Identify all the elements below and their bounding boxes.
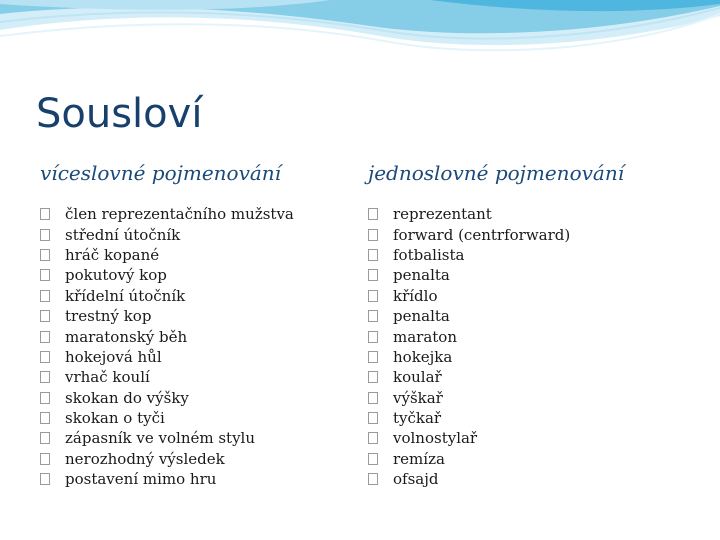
list-item	[40, 347, 294, 367]
list-item	[368, 265, 624, 285]
bullet-icon	[368, 412, 378, 424]
list-item-text: forward (centrforward)	[393, 225, 571, 244]
list-item	[368, 347, 624, 367]
bullet-icon	[40, 351, 50, 363]
list-item	[40, 408, 294, 428]
bullet-icon	[40, 208, 50, 220]
list-item-text: výškař	[393, 388, 443, 407]
list-item	[40, 245, 294, 265]
list-item-text: člen reprezentačního mužstva	[65, 205, 294, 224]
list-item	[368, 449, 624, 469]
list-item-text: maratonský běh	[65, 327, 188, 346]
list-item-text: hokejová hůl	[65, 347, 162, 366]
bullet-icon	[368, 371, 378, 383]
bullet-icon	[368, 351, 378, 363]
bullet-icon	[40, 432, 50, 444]
list-item	[368, 286, 624, 306]
list-item	[40, 388, 294, 408]
list-item-text: tyčkař	[393, 409, 442, 428]
list-item	[40, 286, 294, 306]
list-item	[40, 265, 294, 285]
bullet-icon	[40, 453, 50, 465]
bullet-icon	[40, 473, 50, 485]
list-item	[368, 306, 624, 326]
oneword-list	[368, 204, 624, 489]
slide-title: Sousloví	[36, 91, 203, 137]
list-item	[40, 306, 294, 326]
bullet-icon	[368, 249, 378, 261]
list-item	[40, 326, 294, 346]
bullet-icon	[40, 310, 50, 322]
bullet-icon	[368, 269, 378, 281]
bullet-icon	[40, 331, 50, 343]
bullet-icon	[368, 229, 378, 241]
list-item-text: trestný kop	[65, 307, 152, 326]
list-item	[368, 469, 624, 489]
decorative-wave-header	[0, 0, 720, 70]
list-item-text: remíza	[393, 449, 445, 468]
list-item-text: fotbalista	[393, 245, 465, 264]
list-item	[368, 388, 624, 408]
bullet-icon	[40, 249, 50, 261]
list-item-text: volnostylař	[393, 429, 478, 448]
list-item-text: penalta	[393, 307, 450, 326]
list-item	[368, 428, 624, 448]
oneword-heading: jednoslovné pojmenování	[368, 161, 625, 185]
list-item	[368, 224, 624, 244]
list-item-text: penalta	[393, 266, 450, 285]
list-item-text: skokan o tyči	[65, 409, 165, 428]
oneword-column	[368, 156, 624, 489]
list-item	[40, 428, 294, 448]
list-item	[368, 204, 624, 224]
bullet-icon	[368, 473, 378, 485]
list-item-text: hokejka	[393, 347, 453, 366]
list-item-text: postavení mimo hru	[65, 470, 217, 489]
bullet-icon	[40, 269, 50, 281]
list-item-text: hráč kopané	[65, 245, 160, 264]
list-item-text: skokan do výšky	[65, 388, 189, 407]
bullet-icon	[368, 432, 378, 444]
bullet-icon	[368, 310, 378, 322]
multiword-list	[40, 204, 294, 489]
bullet-icon	[40, 229, 50, 241]
list-item-text: křídlo	[393, 286, 438, 305]
list-item	[368, 367, 624, 387]
bullet-icon	[40, 371, 50, 383]
multiword-heading: víceslovné pojmenování	[40, 161, 282, 185]
list-item	[368, 408, 624, 428]
list-item-text: ofsajd	[393, 470, 439, 489]
list-item	[40, 204, 294, 224]
bullet-icon	[40, 392, 50, 404]
list-item	[368, 245, 624, 265]
bullet-icon	[40, 412, 50, 424]
list-item-text: střední útočník	[65, 225, 181, 244]
list-item-text: koulař	[393, 368, 442, 387]
multiword-column	[40, 156, 294, 489]
list-item	[40, 367, 294, 387]
list-item-text: pokutový kop	[65, 266, 167, 285]
list-item-text: křídelní útočník	[65, 286, 186, 305]
list-item-text: nerozhodný výsledek	[65, 449, 225, 468]
list-item-text: zápasník ve volném stylu	[65, 429, 256, 448]
bullet-icon	[368, 453, 378, 465]
bullet-icon	[368, 208, 378, 220]
list-item-text: reprezentant	[393, 205, 492, 224]
bullet-icon	[368, 392, 378, 404]
list-item	[40, 224, 294, 244]
bullet-icon	[40, 290, 50, 302]
list-item-text: maraton	[393, 327, 457, 346]
list-item	[368, 326, 624, 346]
list-item	[40, 449, 294, 469]
bullet-icon	[368, 331, 378, 343]
list-item	[40, 469, 294, 489]
list-item-text: vrhač koulí	[65, 368, 150, 387]
bullet-icon	[368, 290, 378, 302]
